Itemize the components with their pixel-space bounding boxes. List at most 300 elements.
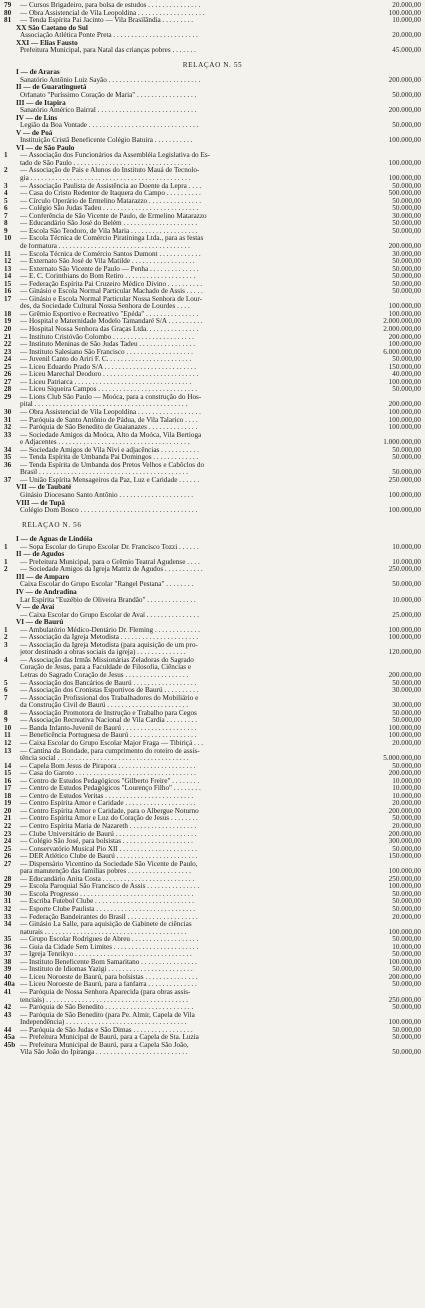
entry-text: — Prefeitura Municipal de Baurú, para a Capela São João, <box>20 1041 189 1049</box>
entry-line <box>4 544 421 552</box>
section-heading <box>4 536 421 544</box>
entry-number: 80 <box>4 9 12 17</box>
entry-continuation-line <box>4 469 421 477</box>
entry-amount: 100.000,00 <box>388 492 421 499</box>
entry-amount: 30.000,00 <box>392 250 421 258</box>
entry-text: — Escriba Futebol Clube . . . . . . . . . . . . . . . . . . . . . . . . . . . . <box>20 898 194 906</box>
entry-amount: 100.000,00 <box>388 928 421 936</box>
entry-line <box>4 627 421 635</box>
entry-number: 1 <box>4 558 8 566</box>
entry-text: — Escola Técnica de Comércio Santos Dumont . . . . . . . . . . . . <box>20 250 201 258</box>
entry-text: — E. C. Corinthians do Bom Retiro . . . . . . . . . . . . . . . . . . . . <box>20 273 196 281</box>
entry-text: — Prefeitura Municipal de Baurú, para a Capela de Sta. Luzia <box>20 1034 199 1042</box>
entry-number: 6 <box>4 687 8 695</box>
entry-amount: 50.000,00 <box>392 951 421 959</box>
entry-text: — Guia da Cidade Sem Limites . . . . . . . . . . . . . . . . . . . . . . . . <box>20 943 199 951</box>
entry-text: — Centro de Estudos Pedagógicos "Gilberto Freire" . . . . . . . . <box>20 777 200 785</box>
entry-line <box>4 763 421 771</box>
entry-continuation-line <box>4 664 421 672</box>
entry-line <box>4 477 421 485</box>
entry-number: 12 <box>4 739 12 747</box>
entry-line <box>4 394 421 402</box>
entry-line <box>4 235 421 243</box>
entry-text: — Prefeitura Municipal, para o Grêmio Teatral Agudense . . . . <box>20 558 200 566</box>
entry-amount: 40.000,00 <box>392 371 421 379</box>
entry-line <box>4 657 421 665</box>
entry-number: 14 <box>4 273 12 281</box>
entry-number: 10 <box>4 724 12 732</box>
entry-number: 4 <box>4 656 8 664</box>
entry-text: pital . . . . . . . . . . . . . . . . . . . . . . . . . . . . . . . . . . . . . . . . . . . <box>20 401 188 409</box>
entry-text: XXI — Elias Fausto <box>16 39 78 47</box>
entry-text: — Tenda Espírita Pai Jacinto — Vila Brasilândia . . . . . . . . . <box>20 17 194 25</box>
entry-text: Sanatório Américo Bairral . . . . . . . . . . . . . . . . . . . . . . . . . . . . <box>20 107 197 115</box>
entry-text: para manutenção das famílias pobres . . . . . . . . . . . . . . . . . . <box>20 868 191 876</box>
entry-text: — Igreja Tenrikyo . . . . . . . . . . . . . . . . . . . . . . . . . . . . . . . . . <box>20 951 192 959</box>
entry-text: tenciais) . . . . . . . . . . . . . . . . . . . . . . . . . . . . . . . . . . . . . . . . <box>20 996 189 1004</box>
entry-number: 21 <box>4 815 12 823</box>
entry-amount: 50.000,00 <box>392 981 421 989</box>
entry-line <box>4 167 421 175</box>
entry-text: — Ginásio e Escola Normal Particular Nossa Senhora de Lour- <box>20 295 203 303</box>
entry-amount: 50.000,00 <box>392 258 421 266</box>
entry-amount: 100.000,00 <box>388 341 421 349</box>
entry-number: 13 <box>4 747 12 755</box>
entry-line <box>4 853 421 861</box>
entry-amount: 100.000,00 <box>388 310 421 318</box>
entry-amount: 50.000,00 <box>392 1004 421 1012</box>
entry-amount: 100.000,00 <box>388 732 421 740</box>
entry-amount: 500.000,00 <box>388 190 421 198</box>
entry-text: — Paróquia de São Benedito de Guaianazes . . . . . . . . . . . . . . <box>20 424 198 432</box>
entry-text: — Liceu Marechal Deodoro . . . . . . . . . . . . . . . . . . . . . . . . . . . <box>20 371 199 379</box>
entry-continuation-line <box>4 401 421 409</box>
entry-line <box>4 296 421 304</box>
entry-line <box>4 281 421 289</box>
entry-text: Brasil . . . . . . . . . . . . . . . . . . . . . . . . . . . . . . . . . . . . . . . . . . <box>20 469 189 477</box>
entry-line <box>4 898 421 906</box>
entry-number: 44 <box>4 1026 12 1034</box>
entry-number: 8 <box>4 220 8 228</box>
entry-line <box>4 424 421 432</box>
entry-amount: 100.000,00 <box>388 626 421 634</box>
entry-number: 36 <box>4 943 12 951</box>
entry-number: 7 <box>4 212 8 220</box>
entry-line <box>4 205 421 213</box>
entry-amount: 200.000,00 <box>388 76 421 84</box>
entry-number: 17 <box>4 295 12 303</box>
entry-amount: 50.000,00 <box>392 92 421 100</box>
entry-number: 16 <box>4 288 12 296</box>
entry-amount: 50.000,00 <box>392 386 421 394</box>
entry-line <box>4 634 421 642</box>
relation-heading <box>4 62 421 70</box>
entry-line <box>4 1004 421 1012</box>
entry-text: gia . . . . . . . . . . . . . . . . . . . . . . . . . . . . . . . . . . . . . . . . . . . . . <box>20 175 191 183</box>
entry-line <box>4 417 421 425</box>
entry-line <box>4 725 421 733</box>
entry-number: 22 <box>4 822 12 830</box>
entry-number: 27 <box>4 378 12 386</box>
entry-number: 39 <box>4 966 12 974</box>
entry-text: — Associação dos Bancários de Baurú . . . . . . . . . . . . . . . . . . <box>20 679 197 687</box>
entry-line <box>4 876 421 884</box>
entry-text: — Caixa Escolar do Grupo Escolar de Avaí . . . . . . . . . . . . . . . <box>20 611 199 619</box>
entry-line <box>4 778 421 786</box>
entry-continuation-line <box>4 597 421 605</box>
entry-amount: 20.000,00 <box>392 32 421 40</box>
entry-number: 42 <box>4 1004 12 1012</box>
entry-continuation-line <box>4 702 421 710</box>
entry-number: 9 <box>4 717 8 725</box>
entry-line <box>4 462 421 470</box>
entry-text: — Ginásio e Escola Normal Particular Machado de Assis . . . . . <box>20 288 203 296</box>
entry-amount: 200.000,00 <box>388 672 421 680</box>
entry-text: — Hospital e Maternidade Modelo Tamandaré S/A . . . . . . . . . . <box>20 318 203 326</box>
entry-text: — Liceu Noroeste de Baurú, para bolsistas . . . . . . . . . . . . . . . <box>20 973 198 981</box>
entry-text: — União Espírita Mensageiros da Paz, Luz e Caridade . . . . . . <box>20 476 200 484</box>
entry-amount: 50.000,00 <box>392 717 421 725</box>
entry-amount: 100.000,00 <box>388 303 421 311</box>
entry-amount: 50.000,00 <box>392 1026 421 1034</box>
entry-number: 37 <box>4 951 12 959</box>
entry-line <box>4 213 421 221</box>
entry-text: e Adjacentes . . . . . . . . . . . . . . . . . . . . . . . . . . . . . . . . . . . . . <box>20 439 190 447</box>
entry-continuation-line <box>4 107 421 115</box>
entry-line <box>4 356 421 364</box>
entry-line <box>4 914 421 922</box>
section-heading <box>4 25 421 33</box>
entry-continuation-line <box>4 439 421 447</box>
entry-continuation-line <box>4 929 421 937</box>
entry-text: RELAÇÃO N. 56 <box>22 521 82 529</box>
entry-amount: 30.000,00 <box>392 702 421 710</box>
entry-amount: 200.000,00 <box>388 242 421 250</box>
entry-text: — Instituto Meninas de São Judas Tadeu . . . . . . . . . . . . . . . . <box>20 341 196 349</box>
entry-number: 34 <box>4 921 12 929</box>
entry-text: II — de Agudos <box>16 551 65 559</box>
entry-continuation-line <box>4 649 421 657</box>
entry-amount: 50.000,00 <box>392 227 421 235</box>
entry-text: — Associação Paulista de Assistência ao Doente da Lepra . . . . <box>20 182 202 190</box>
entry-line <box>4 838 421 846</box>
entry-number: 34 <box>4 446 12 454</box>
entry-text: — Cursos Brigadeiro, para bolsa de estudos . . . . . . . . . . . . . . . <box>20 2 201 9</box>
entry-amount: 200.000,00 <box>388 107 421 115</box>
entry-text: — Obra Assistencial de Vila Leopoldina . . . . . . . . . . . . . . . . . . <box>20 408 201 416</box>
entry-continuation-line <box>4 137 421 145</box>
entry-amount: 50.000,00 <box>392 815 421 823</box>
entry-number: 40a <box>4 981 15 989</box>
entry-text: Associação Atlética Ponte Preta . . . . . . . . . . . . . . . . . . . . . . . . <box>20 32 198 40</box>
spacer <box>4 515 421 522</box>
entry-text: — Tenda Espírita de Umbanda Pai Domingos . . . . . . . . . . . . . <box>20 454 199 462</box>
entry-line <box>4 190 421 198</box>
entry-text: — Centro Espírita Amor e Luz do Coração de Jesus . . . . . . . . <box>20 815 198 823</box>
entry-line <box>4 959 421 967</box>
entry-text: — Esporte Clube Paulista . . . . . . . . . . . . . . . . . . . . . . . . . . . . <box>20 905 196 913</box>
entry-amount: 200.000,00 <box>388 807 421 815</box>
entry-amount: 100.000,00 <box>388 408 421 416</box>
entry-amount: 50.000,00 <box>392 288 421 296</box>
entry-continuation-line <box>4 1049 421 1057</box>
entry-text: — Instituto Cristóvão Colombo . . . . . . . . . . . . . . . . . . . . . . . <box>20 333 194 341</box>
entry-number: 6 <box>4 205 8 213</box>
entry-number: 8 <box>4 709 8 717</box>
entry-number: 23 <box>4 348 12 356</box>
entry-number: 15 <box>4 280 12 288</box>
section-heading <box>4 619 421 627</box>
entry-text: — Sociedade Amigos de Vila Nivi e adjacências . . . . . . . . . . . <box>20 446 199 454</box>
entry-amount: 10.000,00 <box>392 777 421 785</box>
entry-text: — Paróquia de Nossa Senhora Aparecida (para obras assis- <box>20 989 191 996</box>
entry-amount: 50.000,00 <box>392 273 421 281</box>
entry-text: — Associação da Igreja Metodista (para aquisição de um pro- <box>20 641 198 649</box>
entry-text: Coração de Jesus, para a Faculdade de Filosofia, Ciências e <box>20 664 192 672</box>
entry-amount: 200.000,00 <box>388 333 421 341</box>
entry-number: 30 <box>4 890 12 898</box>
entry-amount: 10.000,00 <box>392 943 421 951</box>
entry-amount: 50.000,00 <box>392 469 421 477</box>
entry-text: — Externato São Vicente de Paulo — Penha . . . . . . . . . . . . . . <box>20 265 199 273</box>
entry-text: VI — de Baurú <box>16 619 64 627</box>
entry-number: 22 <box>4 341 12 349</box>
entry-line <box>4 334 421 342</box>
entry-continuation-line <box>4 507 421 515</box>
entry-line <box>4 566 421 574</box>
entry-number: 11 <box>4 250 11 258</box>
entry-line <box>4 891 421 899</box>
section-heading <box>4 551 421 559</box>
entry-text: — Sopa Escolar do Grupo Escolar Dr. Francisco Tozzi . . . . . . <box>20 543 199 551</box>
entry-line <box>4 936 421 944</box>
entry-text: — Colégio São José, para bolsistas . . . . . . . . . . . . . . . . . . . . <box>20 838 193 846</box>
entry-number: 18 <box>4 792 12 800</box>
entry-text: jetor destinado a obras sociais da igreja) . . . . . . . . . . . . . . <box>20 649 186 657</box>
entry-line <box>4 1034 421 1042</box>
entry-amount: 10.000,00 <box>392 543 421 551</box>
entry-amount: 50.000,00 <box>392 280 421 288</box>
entry-line <box>4 349 421 357</box>
entry-amount: 20.000,00 <box>392 800 421 808</box>
entry-number: 19 <box>4 318 12 326</box>
entry-number: 9 <box>4 227 8 235</box>
entry-text: — Juvenil Canto do Ariri F. C. . . . . . . . . . . . . . . . . . . . . . . . <box>20 356 192 364</box>
entry-number: 20 <box>4 325 12 333</box>
entry-number: 20 <box>4 807 12 815</box>
entry-text: — Casa do Cristo Redentor de Itaquera do Campo . . . . . . . . . . <box>20 190 201 198</box>
entry-text: Independência) . . . . . . . . . . . . . . . . . . . . . . . . . . . . . . . . . . <box>20 1019 187 1027</box>
entry-amount: 50.000,00 <box>392 220 421 228</box>
entry-line <box>4 1027 421 1035</box>
entry-text: — Conferência de São Vicente de Paulo, de Ermelino Matarazzo <box>20 212 207 220</box>
entry-line <box>4 793 421 801</box>
entry-amount: 50.000,00 <box>392 845 421 853</box>
entry-line <box>4 1012 421 1020</box>
entry-text: — Clube Universitário de Baurú . . . . . . . . . . . . . . . . . . . . . . . <box>20 830 197 838</box>
entry-amount: 200.000,00 <box>388 973 421 981</box>
entry-text: I — de Águas de Lindóia <box>16 536 93 544</box>
section-heading <box>4 604 421 612</box>
entry-continuation-line <box>4 303 421 311</box>
entry-amount: 100.000,00 <box>388 378 421 386</box>
section-heading <box>4 115 421 123</box>
section-heading <box>4 589 421 597</box>
entry-amount: 50.000,00 <box>392 446 421 454</box>
entry-text: III — de Itapira <box>16 99 66 107</box>
entry-number: 15 <box>4 770 12 778</box>
entry-number: 26 <box>4 853 12 861</box>
entry-amount: 100.000,00 <box>388 137 421 145</box>
entry-line <box>4 454 421 462</box>
entry-number: 28 <box>4 386 12 394</box>
entry-amount: 50.000,00 <box>392 762 421 770</box>
entry-text: Lar Espírita "Euzébio de Oliveira Brandão" . . . . . . . . . . . . . . <box>20 596 196 604</box>
entry-amount: 10.000,00 <box>392 558 421 566</box>
entry-number: 36 <box>4 461 12 469</box>
entry-number: 32 <box>4 424 12 432</box>
entry-amount: 20.000,00 <box>392 739 421 747</box>
entry-text: — Sociedade Amigos da Moóca, Alto da Moóca, Vila Bertioga <box>20 431 202 439</box>
entry-amount: 2.000.000,00 <box>383 325 421 333</box>
entry-text: — Instituto Salesiano São Francisco . . . . . . . . . . . . . . . . . . . <box>20 348 193 356</box>
entry-amount: 150.000,00 <box>388 853 421 861</box>
entry-amount: 45.000,00 <box>392 47 421 55</box>
entry-line <box>4 251 421 259</box>
entry-number: 35 <box>4 454 12 462</box>
entry-amount: 5.000.000,00 <box>383 755 421 763</box>
entry-number: 81 <box>4 17 12 25</box>
entry-text: — Escola Paroquial São Francisco de Assis . . . . . . . . . . . . . . . <box>20 883 200 891</box>
section-heading <box>4 130 421 138</box>
section-heading <box>4 574 421 582</box>
entry-text: — Caixa Escolar do Grupo Escolar Major Fraga — Tibiriçá . . . <box>20 739 204 747</box>
entry-amount: 100.000,00 <box>388 1019 421 1027</box>
entry-number: 25 <box>4 845 12 853</box>
entry-amount: 2.000.000,00 <box>383 318 421 326</box>
entry-text: — Liceu Eduardo Prado S/A . . . . . . . . . . . . . . . . . . . . . . . . . . <box>20 363 197 371</box>
entry-amount: 200.000,00 <box>388 770 421 778</box>
entry-number: 24 <box>4 356 12 364</box>
entry-number: 31 <box>4 416 12 424</box>
entry-amount: 120.000,00 <box>388 649 421 657</box>
entry-line <box>4 981 421 989</box>
entry-line <box>4 371 421 379</box>
entry-number: 21 <box>4 333 12 341</box>
entry-number: 29 <box>4 393 12 401</box>
entry-text: IV — de Andradina <box>16 589 77 597</box>
section-heading <box>4 484 421 492</box>
section-heading <box>4 145 421 153</box>
entry-number: 40 <box>4 973 12 981</box>
entry-line <box>4 220 421 228</box>
entry-text: — Paróquia de São Benedito . . . . . . . . . . . . . . . . . . . . . . . . . <box>20 1004 194 1012</box>
entry-text: III — de Amparo <box>16 573 70 581</box>
entry-number: 79 <box>4 2 12 9</box>
entry-continuation-line <box>4 92 421 100</box>
entry-amount: 100.000,00 <box>388 175 421 183</box>
entry-text: Caixa Escolar do Grupo Escolar "Rangel Pestana" . . . . . . . . <box>20 581 194 589</box>
entry-text: — Centro Espírita Amor e Caridade . . . . . . . . . . . . . . . . . . . . <box>20 800 196 808</box>
entry-amount: 50.000,00 <box>392 898 421 906</box>
entry-text: VII — de Taubaté <box>16 484 72 492</box>
entry-text: — Instituto de Idiomas Yazigi . . . . . . . . . . . . . . . . . . . . . . . . <box>20 966 193 974</box>
entry-number: 17 <box>4 785 12 793</box>
entry-text: da Construção Civil de Baurú . . . . . . . . . . . . . . . . . . . . . . . <box>20 702 189 710</box>
entry-line <box>4 951 421 959</box>
entry-line <box>4 883 421 891</box>
entry-line <box>4 710 421 718</box>
entry-text: — Ginásio La Salle, para aquisição de Gabinete de ciências <box>20 921 192 929</box>
entry-text: — Escola Progresso . . . . . . . . . . . . . . . . . . . . . . . . . . . . . . . . <box>20 890 194 898</box>
entry-number: 28 <box>4 875 12 883</box>
entry-number: 31 <box>4 898 12 906</box>
spacer <box>4 529 421 536</box>
entry-text: — Associação Profissional dos Trabalhadores do Mobiliário e <box>20 694 199 702</box>
entry-text: Ginásio Diocesano Santo Antônio . . . . . . . . . . . . . . . . . . . . . <box>20 492 194 499</box>
entry-amount: 150.000,00 <box>388 363 421 371</box>
entry-number: 43 <box>4 1011 12 1019</box>
entry-text: — Associação das Irmãs Missionárias Zeladoras do Sagrado <box>20 656 194 664</box>
entry-amount: 100.000,00 <box>388 159 421 167</box>
entry-text: — Colégio São Judas Tadeu . . . . . . . . . . . . . . . . . . . . . . . . . . . <box>20 205 199 213</box>
entry-number: 29 <box>4 883 12 891</box>
entry-line <box>4 17 421 25</box>
entry-text: VI — de São Paulo <box>16 144 75 152</box>
entry-line <box>4 974 421 982</box>
entry-amount: 50.000,00 <box>392 966 421 974</box>
entry-amount: 30.000,00 <box>392 212 421 220</box>
entry-continuation-line <box>4 1019 421 1027</box>
entry-number: 7 <box>4 694 8 702</box>
entry-amount: 50.000,00 <box>392 356 421 364</box>
entry-amount: 100.000,00 <box>388 424 421 432</box>
entry-continuation-line <box>4 755 421 763</box>
entry-text: Legião da Boa Vontade . . . . . . . . . . . . . . . . . . . . . . . . . . . . . . . <box>20 122 199 130</box>
entry-amount: 100.000,00 <box>388 724 421 732</box>
entry-number: 25 <box>4 363 12 371</box>
entry-text: — Centro de Estudos Pedagógicos "Lourenço Filho" . . . . . . . . <box>20 785 201 793</box>
entry-amount: 1.000.000,00 <box>383 439 421 447</box>
entry-line <box>4 732 421 740</box>
entry-number: 10 <box>4 235 12 243</box>
entry-text: — Tenda Espírita de Umbanda dos Pretos Velhos e Cabôclos do <box>20 461 205 469</box>
entry-amount: 10.000,00 <box>392 785 421 793</box>
entry-number: 45a <box>4 1034 15 1042</box>
entry-line <box>4 2 421 10</box>
entry-line <box>4 815 421 823</box>
entry-text: — Beneficência Portuguesa de Baurú . . . . . . . . . . . . . . . . . . . <box>20 732 197 740</box>
entry-text: RELAÇÃO N. 55 <box>182 61 243 69</box>
entry-amount: 100.000,00 <box>388 868 421 876</box>
entry-amount: 250.000,00 <box>388 476 421 484</box>
entry-number: 1 <box>4 626 8 634</box>
entry-text: — Liceu Noroeste de Baurú, para a fanfarra . . . . . . . . . . . . . . <box>20 981 197 989</box>
entry-line <box>4 152 421 160</box>
entry-number: 16 <box>4 777 12 785</box>
entry-text: — Casa do Garoto . . . . . . . . . . . . . . . . . . . . . . . . . . . . . . . . . . <box>20 770 196 778</box>
entry-text: tência social . . . . . . . . . . . . . . . . . . . . . . . . . . . . . . . . . . . . . <box>20 755 189 763</box>
entry-text: — Obra Assistencial de Vila Leopoldina . . . . . . . . . . . . . . . . . . . <box>20 9 205 17</box>
entry-text: — Federação Bandeirantes do Brasil . . . . . . . . . . . . . . . . . . . . <box>20 913 198 921</box>
entry-text: — Banda Infanto-Juvenil de Baurú . . . . . . . . . . . . . . . . . . . . . <box>20 724 197 732</box>
entry-amount: 250.000,00 <box>388 996 421 1004</box>
entry-line <box>4 386 421 394</box>
entry-continuation-line <box>4 122 421 130</box>
entry-text: Sanatório Antônio Luiz Sayão . . . . . . . . . . . . . . . . . . . . . . . . . . <box>20 76 201 84</box>
entry-text: II — de Guaratinguetá <box>16 84 87 92</box>
entry-number: 13 <box>4 265 12 273</box>
